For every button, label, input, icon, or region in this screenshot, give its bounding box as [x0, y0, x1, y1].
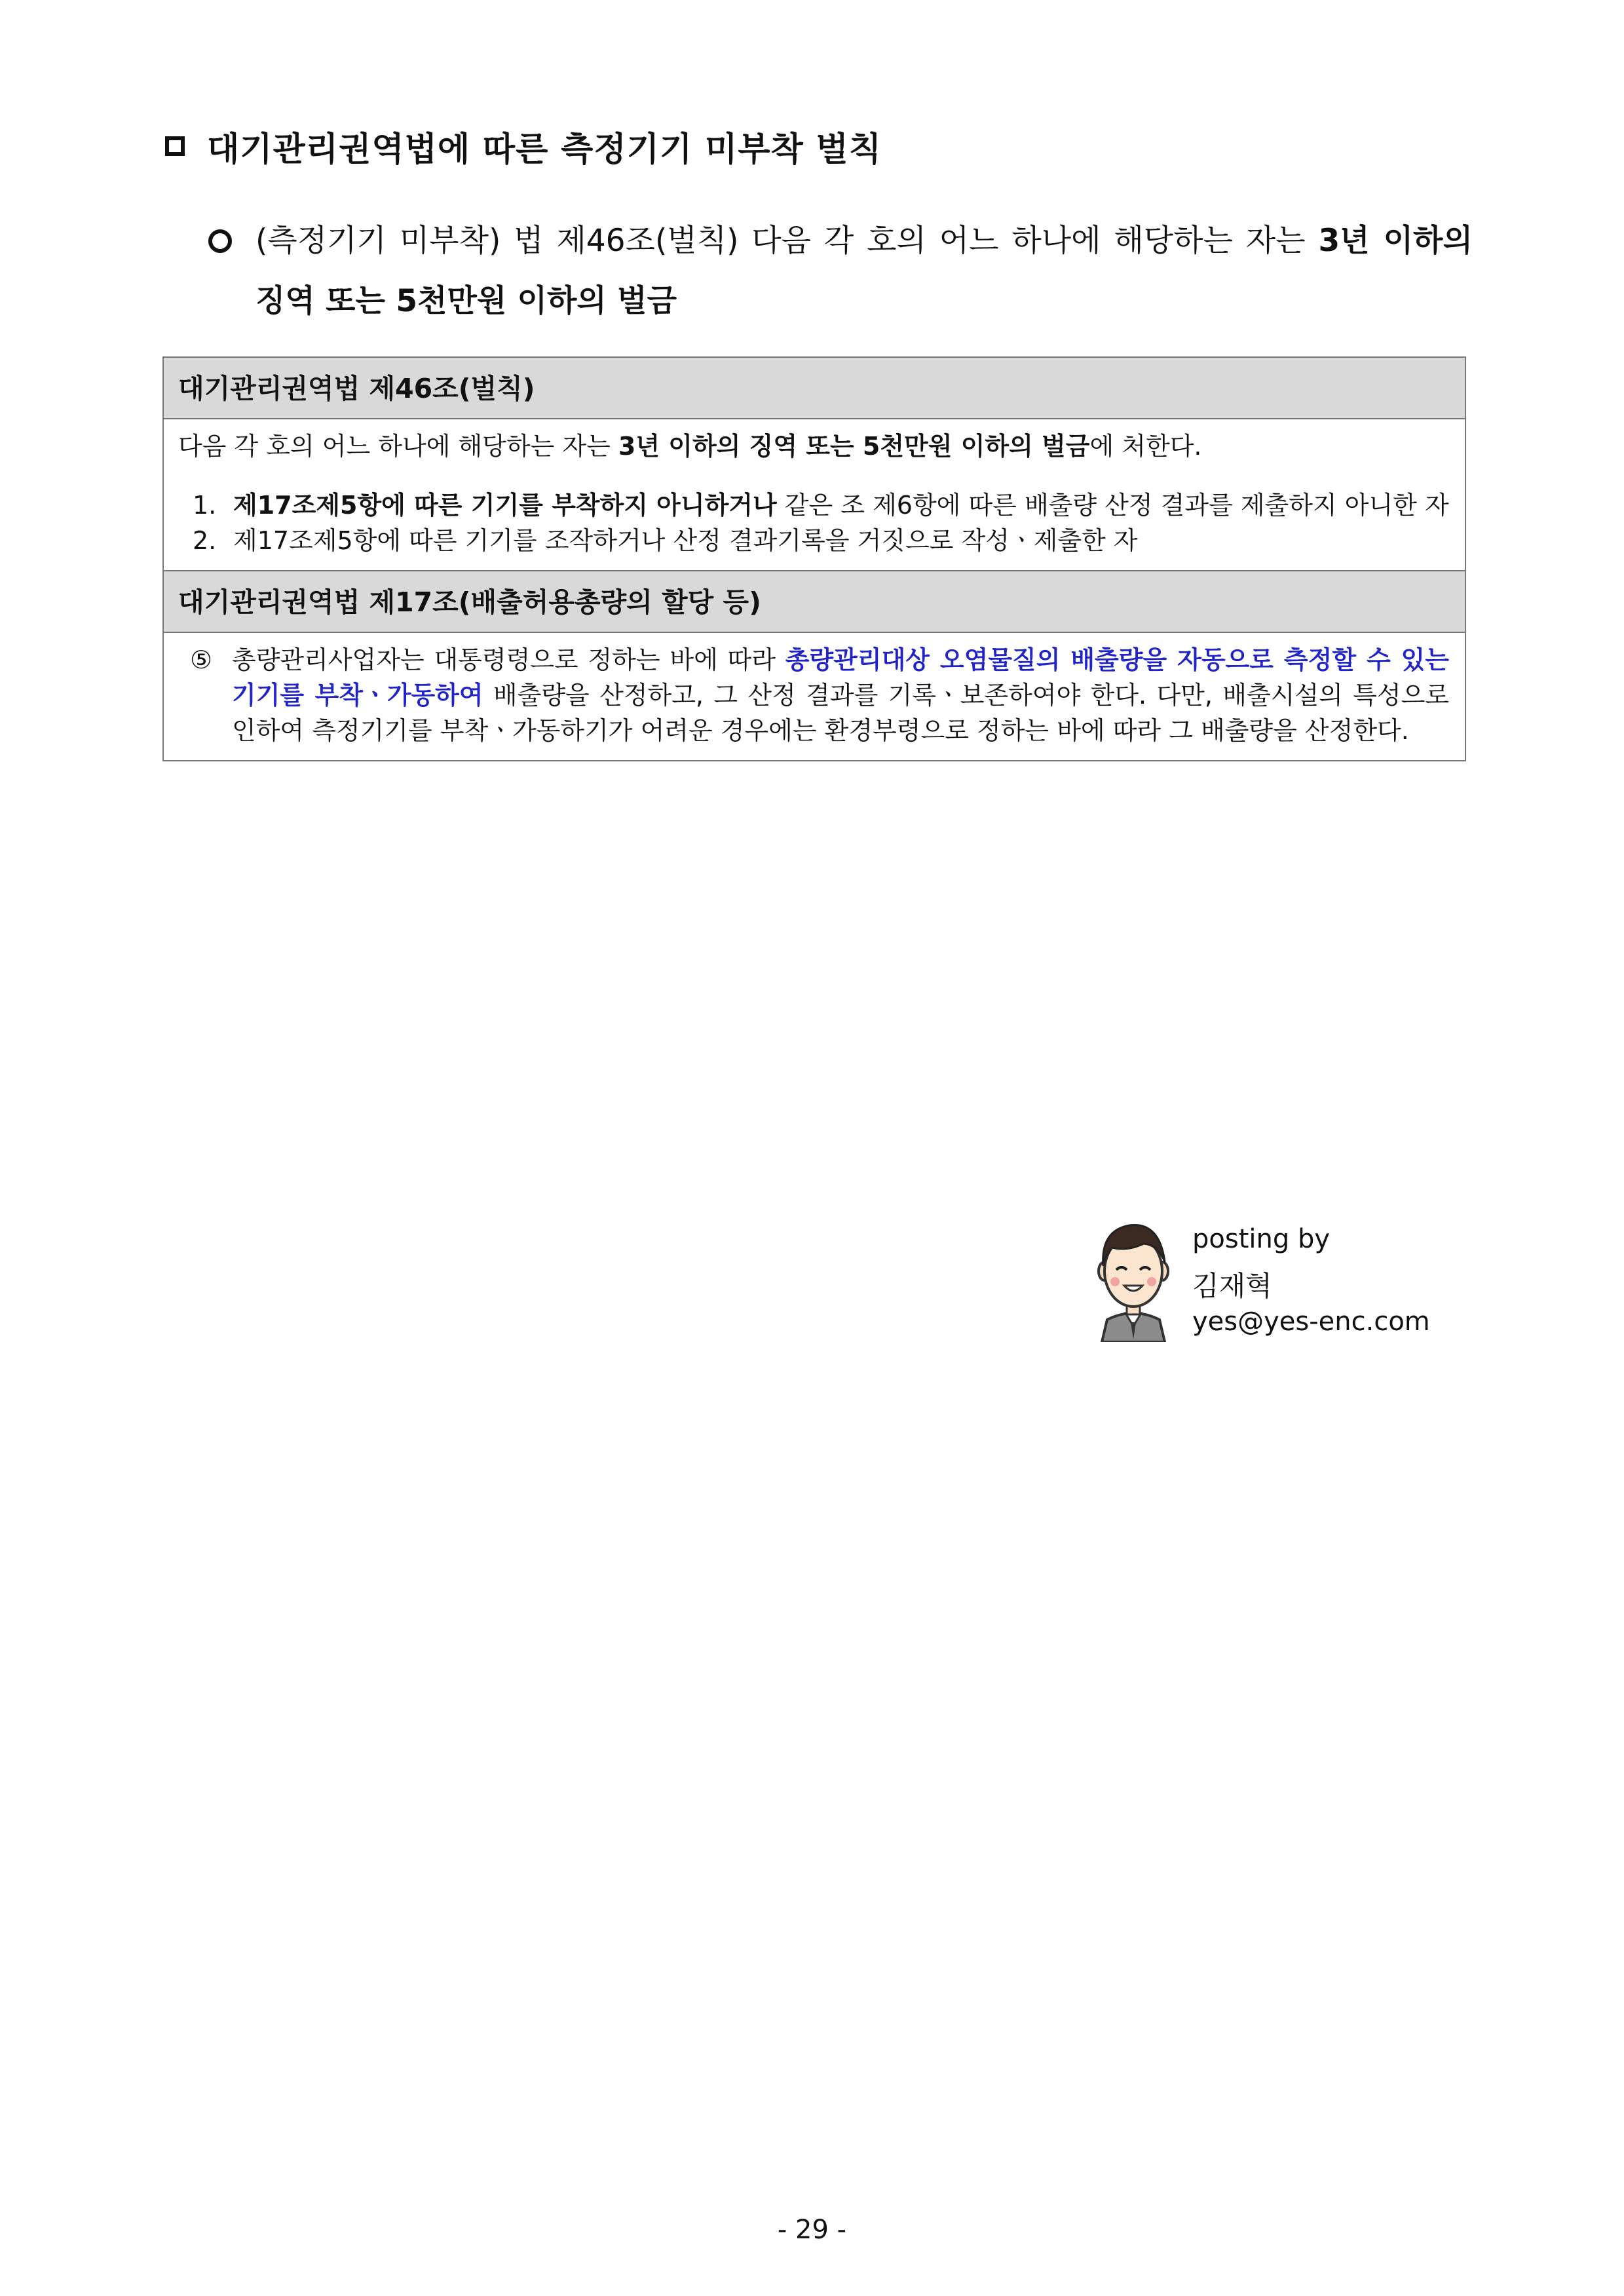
section-heading — [165, 122, 882, 170]
article-17-item-5 — [178, 642, 1449, 748]
article-46-lead-bold: 3년 이하의 징역 또는 5천만원 이하의 벌금 — [618, 432, 1090, 461]
article-46-item-2 — [178, 523, 1449, 558]
article-46-lead-after: 에 처한다. — [1089, 432, 1202, 461]
page-number: - 29 - — [777, 2215, 847, 2245]
intro-text — [208, 211, 1473, 332]
article-46-lead — [178, 429, 1449, 464]
intro-paragraph — [208, 211, 1473, 332]
square-bullet-icon — [165, 136, 185, 156]
article-46-title: 대기관리권역법 제46조(벌칙) — [164, 358, 1465, 419]
item-text-before: 총량관리사업자는 대통령령으로 정하는 바에 따라 — [232, 645, 785, 674]
intro-penalty: 3년 이하의 징역 또는 5천만원 이하의 벌금 — [255, 223, 1473, 319]
intro-prefix: (측정기기 미부착) 법 제46조(벌칙) 다음 각 호의 어느 하나에 해당하는 자는 — [255, 223, 1319, 259]
author-name: 김재혁 — [1192, 1270, 1272, 1302]
item-bold-text: 제17조제5항에 따른 기기를 부착하지 아니하거나 — [233, 491, 777, 520]
item-number: 1. — [193, 491, 217, 520]
section-heading-text: 대기관리권역법에 따른 측정기기 미부착 벌칙 — [207, 130, 882, 169]
item-text: 같은 조 제6항에 따른 배출량 산정 결과를 제출하지 아니한 자 — [776, 491, 1449, 520]
author-email: yes@yes-enc.com — [1192, 1307, 1430, 1337]
item-number: ⑤ — [190, 645, 213, 674]
article-46-lead-before: 다음 각 호의 어느 하나에 해당하는 자는 — [178, 432, 618, 461]
item-number: 2. — [193, 526, 217, 555]
item-text-after: 배출량을 산정하고, 그 산정 결과를 기록ㆍ보존하여야 한다. 다만, 배출시설의 특성으로 인하여 측정기기를 부착ㆍ가동하기가 어려운 경우에는 환경부령으로 정하는 바에 따라 그 배출량을 산정한다. — [232, 681, 1450, 745]
item-highlight: 총량관리대상 오염물질의 배출량을 자동으로 측정할 수 있는 기기를 부착ㆍ가동하여 — [232, 645, 1449, 710]
article-17-body — [164, 633, 1465, 760]
item-text: 제17조제5항에 따른 기기를 조작하거나 산정 결과기록을 거짓으로 작성ㆍ제출한 자 — [233, 526, 1138, 555]
posting-by-label: posting by — [1192, 1224, 1331, 1254]
law-excerpt-table — [162, 356, 1466, 761]
article-46-item-1 — [178, 488, 1449, 523]
article-17-title: 대기관리권역법 제17조(배출허용총량의 할당 등) — [164, 571, 1465, 633]
article-46-body — [164, 419, 1465, 571]
circle-bullet-icon — [208, 229, 232, 253]
cartoon-man-avatar-icon — [1087, 1211, 1179, 1342]
